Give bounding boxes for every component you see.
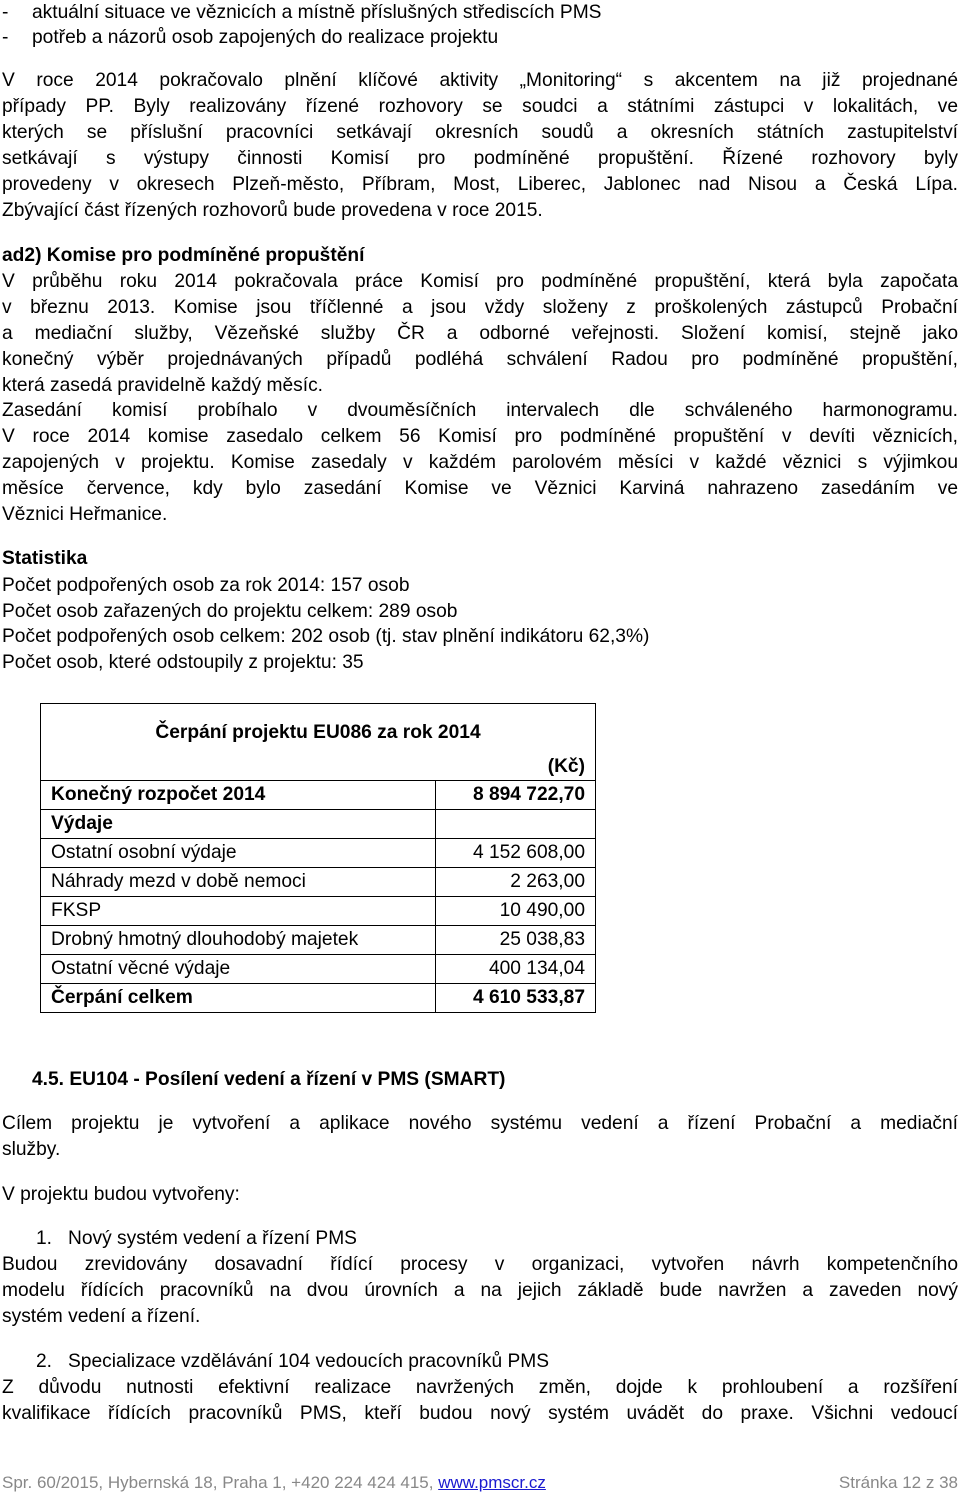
bullet-dash: - [2,27,9,48]
budget-row-amount: 10 490,00 [436,897,596,926]
budget-header-row [41,704,596,781]
budget-row [41,868,596,897]
paragraph-line: V roce 2014 komise zasedalo celkem 56 Komisí pro podmíněné propuštění v devíti věznicích, [2,426,958,447]
budget-header-cell [41,704,596,781]
budget-row [41,926,596,955]
budget-row-label: Čerpání celkem [41,984,436,1013]
item-number: 1. [36,1228,53,1249]
budget-row [41,810,596,839]
bullet-item [2,0,958,26]
paragraph-line: a mediační služby, Vězeňské služby ČR a odborné veřejnosti. Složení komisí, stejně jako [2,323,958,344]
bullet-dash: - [2,2,9,23]
stats-heading: Statistika [2,548,88,569]
stats-line: Počet osob zařazených do projektu celkem: 289 osob [2,601,458,622]
budget-row-label: FKSP [41,897,436,926]
paragraph-line: modelu řídících pracovníků na dvou úrovních a na jejich základě bude navržen a zaveden nový [2,1280,958,1301]
paragraph-line: Budou zrevidovány dosavadní řídící procesy v organizaci, vytvořen návrh kompetenčního [2,1254,958,1275]
paragraph-line: případy PP. Byly realizovány řízené rozhovory se soudci a státními zástupci v lokalitách, ve [2,96,958,117]
item-number: 2. [36,1351,53,1372]
footer-website-link[interactable]: www.pmscr.cz [438,1473,546,1492]
footer-address: Spr. 60/2015, Hybernská 18, Praha 1, +420 224 424 415, [2,1473,439,1492]
budget-row-amount: 4 152 608,00 [436,839,596,868]
paragraph-line: Věznici Heřmanice. [2,504,168,525]
footer-page-number: Stránka 12 z 38 [838,1473,958,1492]
stats-line: Počet osob, které odstoupily z projektu: 35 [2,652,364,673]
budget-row [41,955,596,984]
budget-row [41,984,596,1013]
budget-row-label: Ostatní osobní výdaje [41,839,436,868]
section-heading: ad2) Komise pro podmíněné propuštění [2,245,365,266]
paragraph-line: V roce 2014 pokračovalo plnění klíčové aktivity „Monitoring“ s akcentem na již projednané [2,70,958,91]
paragraph-line: V projektu budou vytvořeny: [2,1184,240,1205]
paragraph-line: kvalifikace řídících pracovníků PMS, kteří budou nový systém uvádět do praxe. Všichni vedoucí [2,1403,958,1424]
budget-table [40,703,596,1013]
item-title: Nový systém vedení a řízení PMS [68,1228,357,1249]
budget-row [41,781,596,810]
budget-unit: (Kč) [547,756,585,777]
paragraph-line: měsíce července, kdy bylo zasedání Komise ve Věznici Karviná nahrazeno zasedáním ve [2,478,958,499]
budget-title: Čerpání projektu EU086 za rok 2014 [155,722,481,743]
paragraph-line: systém vedení a řízení. [2,1306,201,1327]
stats-line: Počet podpořených osob za rok 2014: 157 osob [2,575,410,596]
paragraph-line: setkávají s výstupy činnosti Komisí pro podmíněné propuštění. Řízené rozhovory byly [2,148,958,169]
budget-row-amount: 400 134,04 [436,955,596,984]
budget-row-amount: 2 263,00 [436,868,596,897]
paragraph-line: Zasedání komisí probíhalo v dvouměsíčních intervalech dle schváleného harmonogramu. [2,400,958,421]
budget-row-label: Výdaje [41,810,436,839]
budget-row-label: Náhrady mezd v době nemoci [41,868,436,897]
paragraph-line: která zasedá pravidelně každý měsíc. [2,375,324,396]
budget-row-amount: 4 610 533,87 [436,984,596,1013]
paragraph-line: v březnu 2013. Komise jsou tříčlenné a jsou vždy složeny z proškolených zástupců Probační [2,297,958,318]
bullet-item [2,25,958,51]
paragraph-line: konečný výběr projednávaných případů podléhá schválení Radou pro podmíněné propuštění, [2,349,958,370]
budget-row-amount: 8 894 722,70 [436,781,596,810]
section-heading: 4.5. EU104 - Posílení vedení a řízení v PMS (SMART) [32,1069,506,1090]
budget-row-amount [436,810,596,839]
page-footer [2,1473,958,1493]
paragraph-line: Cílem projektu je vytvoření a aplikace nového systému vedení a řízení Probační a mediační [2,1113,958,1134]
paragraph-line: služby. [2,1139,61,1160]
numbered-item [36,1349,960,1375]
budget-row [41,839,596,868]
budget-row-label: Ostatní věcné výdaje [41,955,436,984]
paragraph-line: Z důvodu nutnosti efektivní realizace navržených změn, dojde k prohloubení a rozšíření [2,1377,958,1398]
paragraph-line: V průběhu roku 2014 pokračovala práce Komisí pro podmíněné propuštění, která byla započata [2,271,958,292]
paragraph-line: Zbývající část řízených rozhovorů bude provedena v roce 2015. [2,200,543,221]
paragraph-line: kterých se příslušní pracovníci setkávají okresních soudů a okresních státních zastupitelství [2,122,958,143]
budget-row-label: Drobný hmotný dlouhodobý majetek [41,926,436,955]
paragraph-line: provedeny v okresech Plzeň-město, Příbram, Most, Liberec, Jablonec nad Nisou a Česká Lípa. [2,174,958,195]
budget-row-label: Konečný rozpočet 2014 [41,781,436,810]
budget-row-amount: 25 038,83 [436,926,596,955]
item-title: Specializace vzdělávání 104 vedoucích pracovníků PMS [68,1351,550,1372]
bullet-text: potřeb a názorů osob zapojených do realizace projektu [32,27,499,48]
numbered-item [36,1226,960,1252]
bullet-text: aktuální situace ve věznicích a místně příslušných střediscích PMS [32,2,602,23]
stats-line: Počet podpořených osob celkem: 202 osob (tj. stav plnění indikátoru 62,3%) [2,626,650,647]
paragraph-line: zapojených v projektu. Komise zasedaly v každém parolovém měsíci v každé věznici s výjimkou [2,452,958,473]
budget-row [41,897,596,926]
